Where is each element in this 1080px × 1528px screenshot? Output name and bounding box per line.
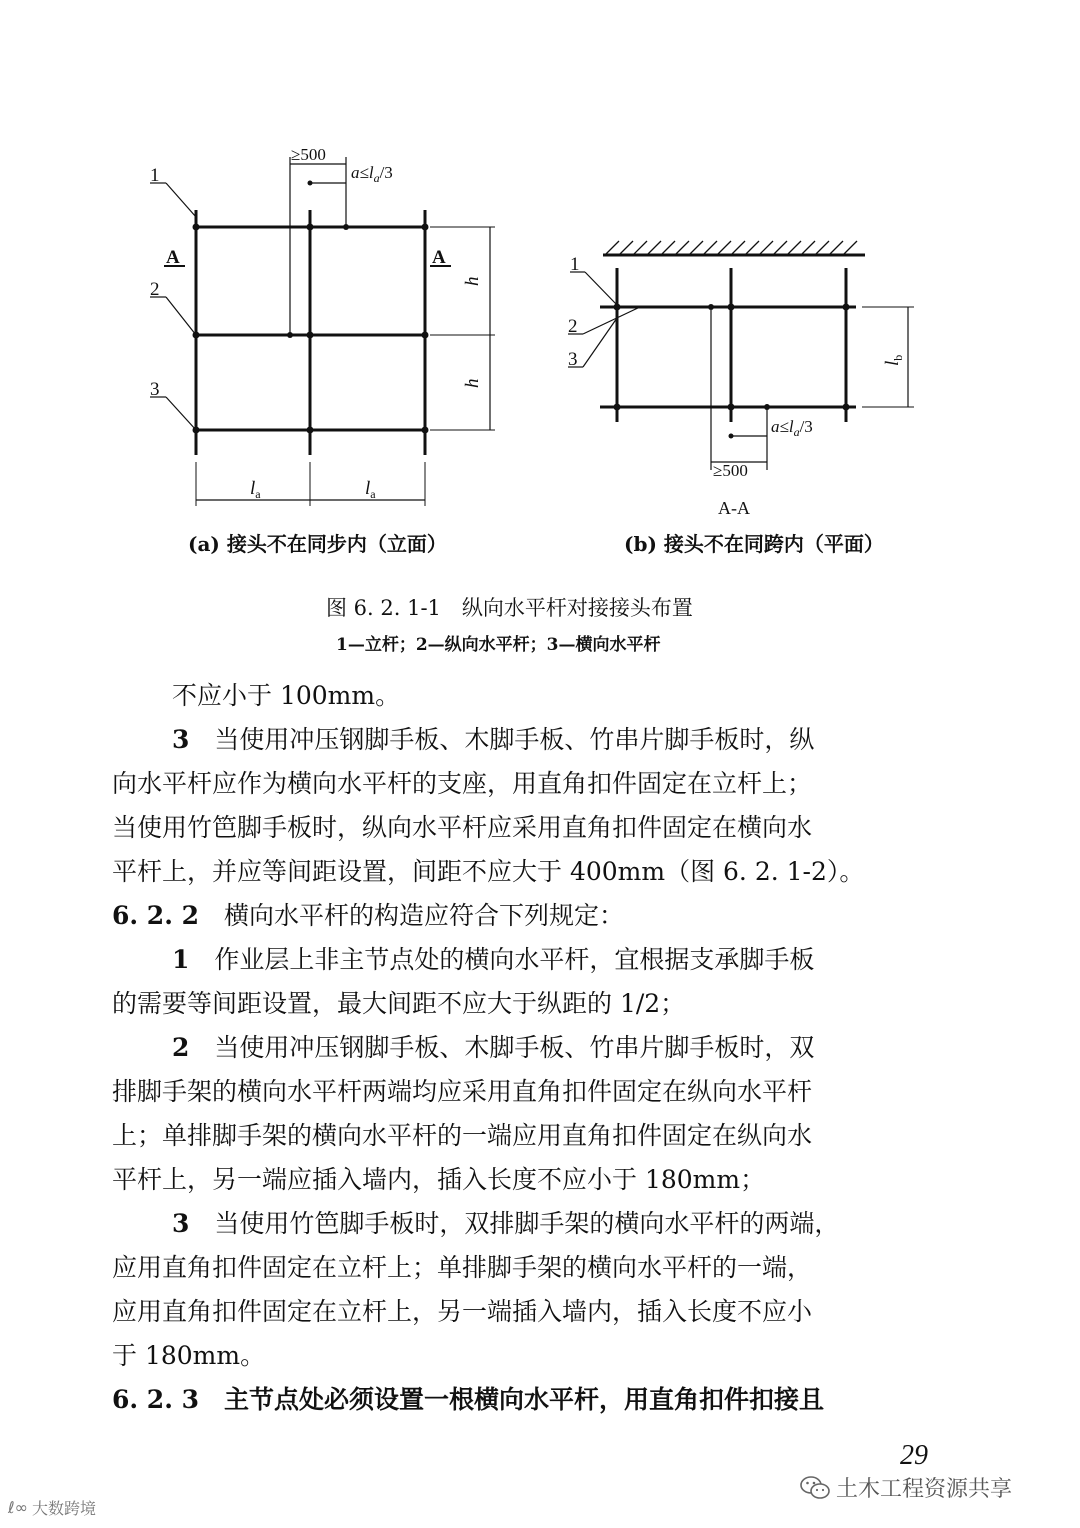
item-2-line-4: 平杆上，另一端应插入墙内，插入长度不应小于 180mm；: [112, 1165, 766, 1194]
item-3b-line-2: 应用直角扣件固定在立杆上；单排脚手架的横向水平杆的一端，: [112, 1253, 813, 1282]
dim-la-1: $l_a$: [250, 478, 261, 501]
dim-h2: h: [462, 378, 483, 388]
item-3-line-4: 平杆上，并应等间距设置，间距不应大于 400mm（图 6. 2. 1-2）。: [112, 857, 865, 886]
item-number: 2: [172, 1033, 190, 1062]
item-3b-line-1: 3 当使用竹笆脚手板时，双排脚手架的横向水平杆的两端，: [172, 1209, 840, 1238]
dim-a-label-right: $a\le l_a/3$: [771, 417, 813, 439]
item-3-line-2: 向水平杆应作为横向水平杆的支座，用直角扣件固定在立杆上；: [112, 769, 813, 798]
item-2-line-1: 2 当使用冲压钢脚手板、木脚手板、竹串片脚手板时，双: [172, 1033, 815, 1062]
callout-1: 1: [150, 165, 160, 186]
left-diagram-frame: [150, 157, 495, 506]
left-subcaption: (a) 接头不在同步内（立面）: [188, 532, 447, 556]
dim-h1: h: [462, 276, 483, 286]
item-3-line-3: 当使用竹笆脚手板时，纵向水平杆应采用直角扣件固定在横向水: [112, 813, 813, 842]
section-title: A-A: [718, 498, 750, 518]
dim-min-500-right: ≥500: [713, 461, 748, 480]
watermark-left-text: 大数跨境: [31, 1499, 96, 1518]
section-mark-left: A: [166, 247, 180, 268]
section-number: 6. 2. 2: [112, 901, 199, 930]
right-diagram-labels: [568, 254, 905, 518]
item-number: 3: [172, 1209, 190, 1238]
item-2-line-3: 上；单排脚手架的横向水平杆的一端应用直角扣件固定在纵向水: [112, 1121, 813, 1150]
body-line-1: 不应小于 100mm。: [172, 681, 401, 710]
dim-la-2: $l_a$: [365, 478, 376, 501]
figure-legend: 1—立杆；2—纵向水平杆；3—横向水平杆: [336, 635, 661, 655]
callout-2: 2: [150, 279, 160, 300]
watermark-right-text: 土木工程资源共享: [836, 1477, 1013, 1502]
item-3b-line-3: 应用直角扣件固定在立杆上，另一端插入墙内，插入长度不应小: [112, 1297, 813, 1326]
callout-3: 3: [150, 379, 160, 400]
figure-title: 图 6. 2. 1-1 纵向水平杆对接接头布置: [326, 596, 693, 620]
right-diagram-frame: [568, 241, 914, 470]
callout-1-right: 1: [570, 254, 580, 275]
callout-3-right: 3: [568, 349, 578, 370]
item-2-line-2: 排脚手架的横向水平杆两端均应采用直角扣件固定在纵向水平杆: [112, 1077, 813, 1106]
figure-drawing: [0, 0, 1080, 560]
watermark-logo-icon: ℓ∞: [8, 1498, 28, 1517]
left-diagram-labels: [150, 145, 483, 501]
item-1-line-1: 1 作业层上非主节点处的横向水平杆，宜根据支承脚手板: [172, 945, 815, 974]
section-mark-right: A: [432, 247, 446, 268]
item-number: 3: [172, 725, 190, 754]
page-number: 29: [900, 1440, 928, 1471]
section-6-2-2-heading: 6. 2. 2 横向水平杆的构造应符合下列规定：: [112, 901, 625, 930]
right-subcaption: (b) 接头不在同跨内（平面）: [624, 532, 884, 556]
section-6-2-3-heading: 6. 2. 3 主节点处必须设置一根横向水平杆，用直角扣件扣接且: [112, 1385, 825, 1414]
watermark-left: [8, 1496, 96, 1519]
item-number: 1: [172, 945, 190, 974]
wechat-icon: [800, 1475, 830, 1501]
section-number: 6. 2. 3: [112, 1385, 199, 1414]
watermark-right: [800, 1472, 1012, 1503]
dim-a-label: $a\le l_a/3$: [351, 163, 393, 185]
callout-2-right: 2: [568, 316, 578, 337]
dim-min-500: ≥500: [291, 145, 326, 164]
item-3b-line-4: 于 180mm。: [112, 1341, 266, 1370]
dim-lb: $l_b$: [882, 354, 905, 366]
item-3-line-1: 3 当使用冲压钢脚手板、木脚手板、竹串片脚手板时，纵: [172, 725, 815, 754]
item-1-line-2: 的需要等间距设置，最大间距不应大于纵距的 1/2；: [112, 989, 686, 1018]
